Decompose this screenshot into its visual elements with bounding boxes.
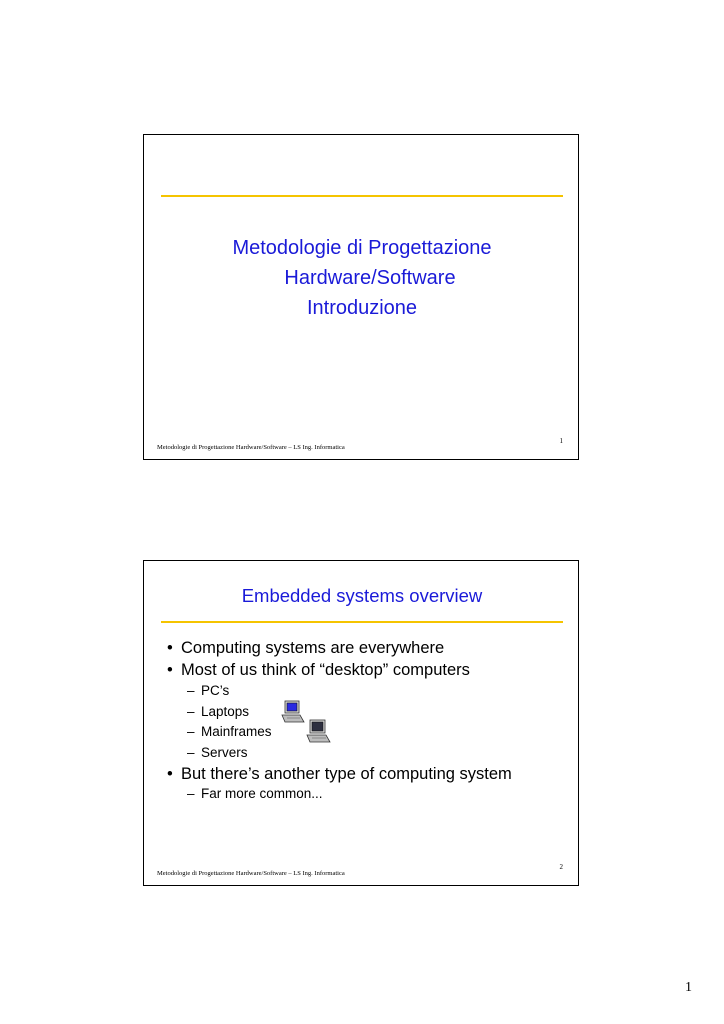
sub-bullet-text: Far more common... (201, 786, 323, 801)
slide-footer: Metodologie di Progettazione Hardware/Software – LS Ing. Informatica (157, 870, 345, 877)
bullet-text: Computing systems are everywhere (181, 639, 445, 657)
dash-symbol: – (187, 744, 195, 760)
bullet-symbol: • (167, 765, 173, 783)
slide-number: 2 (559, 863, 563, 871)
sub-bullet-text: Laptops (201, 703, 250, 719)
slide-footer: Metodologie di Progettazione Hardware/Software – LS Ing. Informatica (157, 444, 345, 451)
dash-symbol: – (187, 703, 195, 719)
sub-bullet-item (167, 702, 557, 723)
bullet-list (167, 637, 557, 803)
title-line-2: Hardware/Software (284, 267, 456, 289)
laptop-icon (305, 718, 331, 744)
sub-bullet-text: PC’s (201, 683, 230, 698)
sub-bullet-item (167, 743, 557, 764)
slide-1 (143, 134, 579, 460)
sub-bullet-item (167, 722, 557, 743)
title-line-3: Introduzione (306, 297, 418, 319)
bullet-symbol: • (167, 661, 173, 679)
slide-number: 1 (559, 437, 563, 445)
dash-symbol: – (187, 683, 195, 698)
bullet-item (167, 637, 557, 659)
sub-bullet-item (167, 785, 557, 803)
sub-bullet-text: Servers (201, 744, 248, 760)
title-rule (161, 195, 563, 197)
bullet-text: Most of us think of “desktop” computers (181, 661, 470, 679)
page-number: 1 (685, 980, 692, 995)
bullet-text: But there’s another type of computing system (181, 765, 512, 783)
dash-symbol: – (187, 724, 195, 739)
sub-bullet-text: Mainframes (201, 724, 272, 739)
sub-bullet-item (167, 681, 557, 702)
laptop-icon (281, 700, 305, 724)
dash-symbol: – (187, 786, 195, 801)
title-rule (161, 621, 563, 623)
bullet-item (167, 763, 557, 785)
bullet-item (167, 659, 557, 681)
slide-title (144, 233, 580, 323)
slide-2 (143, 560, 579, 886)
bullet-symbol: • (167, 639, 173, 657)
title-line-1: Metodologie di Progettazione (232, 237, 492, 259)
slide-title: Embedded systems overview (241, 585, 483, 606)
